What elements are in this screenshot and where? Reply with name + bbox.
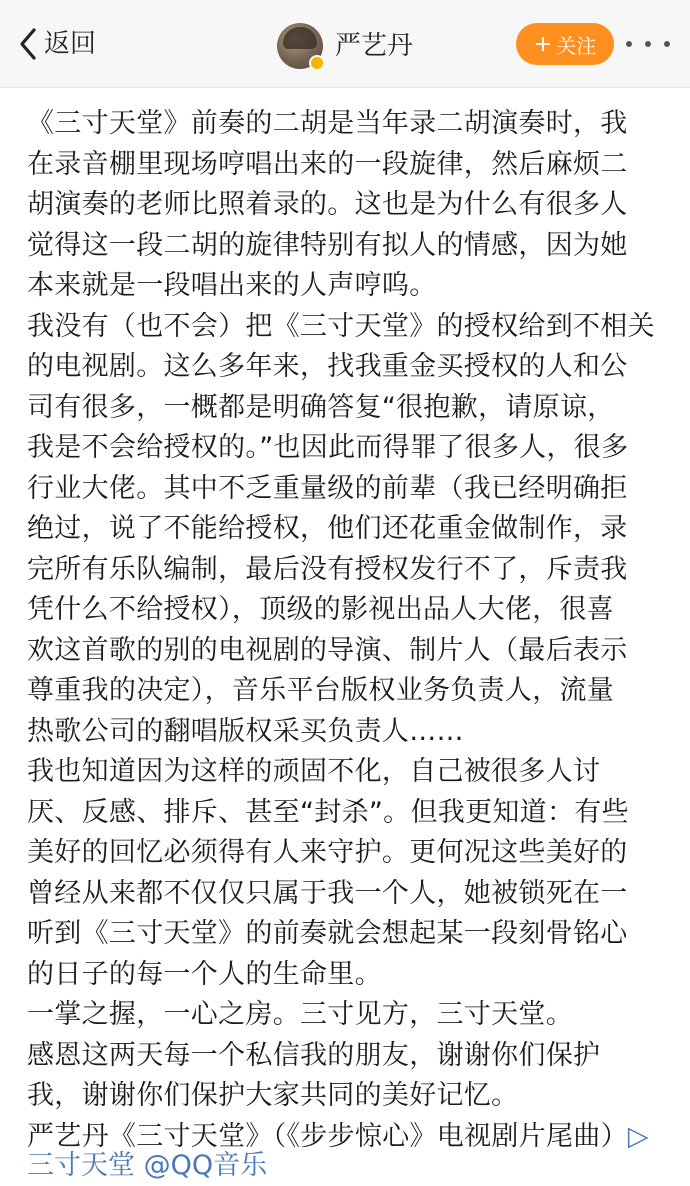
play-icon[interactable]: ▷: [627, 1120, 649, 1152]
back-button[interactable]: [18, 22, 96, 66]
post-text-line: 《三寸天堂》前奏的二胡是当年录二胡演奏时，我: [27, 108, 628, 139]
post-text-line: 司有很多，一概都是明确答复“很抱歉，请原谅，: [27, 391, 615, 423]
post-text-line: 完所有乐队编制，最后没有授权发行不了，斥责我: [27, 553, 628, 585]
more-dot-icon: [626, 41, 632, 47]
more-options-button[interactable]: [626, 34, 670, 54]
post-text-line: 美好的回忆必须得有人来守护。更何况这些美好的: [27, 837, 628, 868]
post-text-line: 一掌之握，一心之房。三寸见方，三寸天堂。: [27, 999, 573, 1030]
post-text-line: 绝过，说了不能给授权，他们还花重金做制作，录: [27, 513, 628, 544]
plus-icon: +: [533, 31, 553, 57]
back-label: 返回: [44, 29, 97, 59]
post-text-line: 凭什么不给授权），顶级的影视出品人大佬，很喜: [27, 594, 615, 625]
mention-link[interactable]: @QQ音乐: [143, 1150, 268, 1181]
post-text-line: 热歌公司的翻唱版权采买负责人……: [27, 715, 464, 747]
post-text-line: 我没有（也不会）把《三寸天堂》的授权给到不相关: [27, 310, 655, 342]
post-text-line: 厌、反感、排斥、甚至“封杀”。但我更知道：有些: [27, 796, 629, 828]
post-text-line: 我，谢谢你们保护大家共同的美好记忆。: [27, 1080, 519, 1111]
more-dot-icon: [645, 41, 651, 47]
post-text-line: 听到《三寸天堂》的前奏就会想起某一段刻骨铭心: [27, 918, 628, 949]
post-text-line: 本来就是一段唱出来的人声哼呜。: [27, 270, 437, 301]
post-text-line: 欢这首歌的别的电视剧的导演、制片人（最后表示: [27, 634, 628, 666]
post-text-line: 觉得这一段二胡的旋律特别有拟人的情感，因为她: [27, 229, 628, 261]
post-text-line: 的电视剧。这么多年来，找我重金买授权的人和公: [27, 351, 628, 382]
post-body: [27, 104, 667, 1157]
verified-badge-icon: [309, 55, 325, 71]
follow-button[interactable]: [516, 23, 614, 65]
post-text-line: 曾经从来都不仅仅只属于我一个人，她被锁死在一: [27, 877, 628, 909]
follow-label: 关注: [556, 33, 597, 58]
post-text-line: 在录音棚里现场哼唱出来的一段旋律，然后麻烦二: [27, 148, 628, 180]
username[interactable]: 严艺丹: [335, 31, 414, 61]
topic-link[interactable]: 三寸天堂: [27, 1150, 135, 1181]
profile-header[interactable]: [277, 20, 413, 72]
post-text-line: 我也知道因为这样的顽固不化，自己被很多人讨: [27, 756, 601, 787]
post-text-line: 尊重我的决定），音乐平台版权业务负责人，流量: [27, 675, 615, 706]
more-dot-icon: [664, 41, 670, 47]
avatar-image: [283, 27, 317, 49]
song-credit-text: 严艺丹《三寸天堂》（《步步惊心》电视剧片尾曲）: [27, 1120, 628, 1152]
chevron-left-icon: [18, 27, 38, 61]
post-links: [27, 1146, 267, 1186]
post-text-line: 我是不会给授权的。”也因此而得罪了很多人，很多: [27, 432, 629, 463]
post-text-line: 胡演奏的老师比照着录的。这也是为什么有很多人: [27, 189, 628, 220]
post-text-line: 行业大佬。其中不乏重量级的前辈（我已经明确拒: [27, 472, 628, 504]
post-text-line: 感恩这两天每一个私信我的朋友，谢谢你们保护: [27, 1039, 601, 1071]
post-text-line: 的日子的每一个人的生命里。: [27, 958, 382, 990]
top-navigation-bar: [0, 0, 690, 88]
avatar[interactable]: [277, 23, 323, 69]
